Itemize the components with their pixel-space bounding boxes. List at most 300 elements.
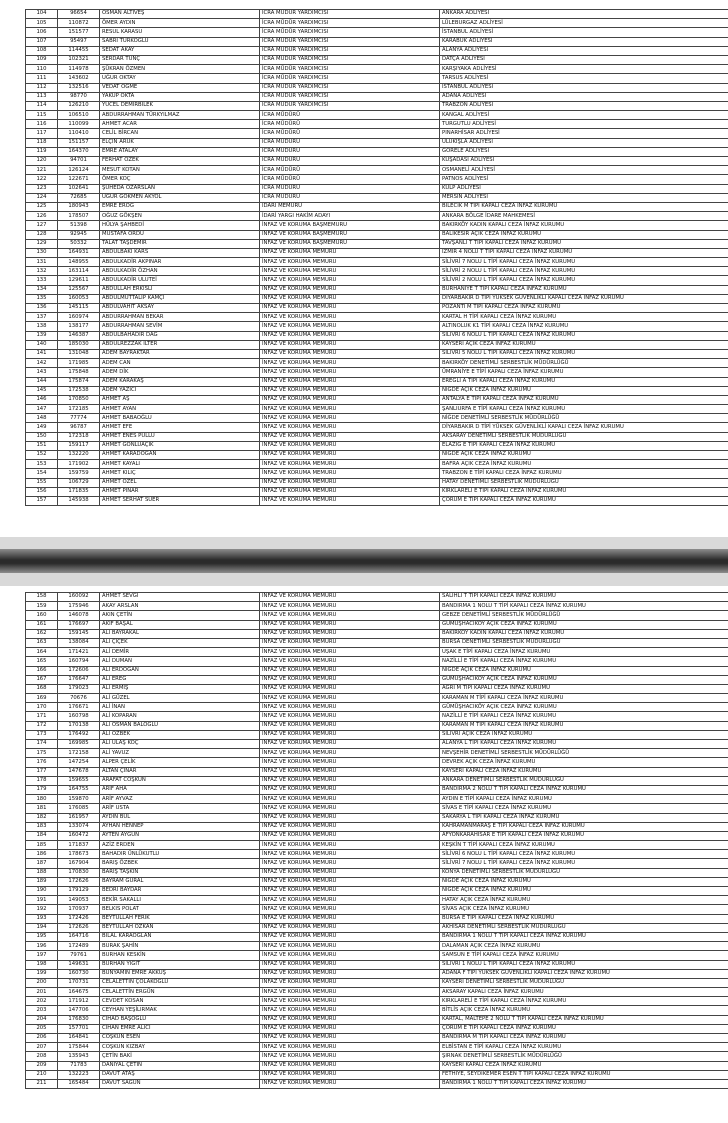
job-title-cell: İCRA MÜDÜRÜ <box>260 193 440 202</box>
full-name-cell: COŞKUN ESEN <box>100 1034 260 1043</box>
table-row <box>26 386 728 395</box>
full-name-cell: AYHAN HENNEP <box>100 822 260 831</box>
full-name-cell: AHMET ACAR <box>100 120 260 129</box>
row-number-cell: 179 <box>26 785 58 794</box>
full-name-cell: OSMAN ALTIVEŞ <box>100 10 260 19</box>
registry-number-cell: 185030 <box>58 340 100 349</box>
assigned-unit-cell: ELBİSTAN E TİPİ KAPALI CEZA İNFAZ KURUMU <box>440 1043 728 1052</box>
table-row <box>26 611 728 620</box>
table-row <box>26 877 728 886</box>
assigned-unit-cell: GÖRELE ADLİYESİ <box>440 147 728 156</box>
job-title-cell: İCRA MÜDÜRÜ <box>260 175 440 184</box>
row-number-cell: 123 <box>26 184 58 193</box>
registry-number-cell: 126210 <box>58 101 100 110</box>
full-name-cell: DANİYAL ÇETİN <box>100 1061 260 1070</box>
table-row <box>26 92 728 101</box>
assigned-unit-cell: AKSARAY KAPALI CEZA İNFAZ KURUMU <box>440 988 728 997</box>
table-row <box>26 212 728 221</box>
full-name-cell: ABDULLAH ERKİSLİ <box>100 285 260 294</box>
registry-number-cell: 175874 <box>58 377 100 386</box>
registry-number-cell: 146078 <box>58 611 100 620</box>
row-number-cell: 121 <box>26 166 58 175</box>
table-row <box>26 896 728 905</box>
job-title-cell: İNFAZ VE KORUMA MEMURU <box>260 593 440 602</box>
job-title-cell: İCRA MÜDÜR YARDIMCISI <box>260 19 440 28</box>
job-title-cell: İNFAZ VE KORUMA MEMURU <box>260 294 440 303</box>
full-name-cell: ALİ ÇİÇEK <box>100 638 260 647</box>
full-name-cell: BEKİR SAKALLI <box>100 896 260 905</box>
assigned-unit-cell: TRABZON ADLİYESİ <box>440 101 728 110</box>
assigned-unit-cell: BANDIRMA M TİPİ KAPALI CEZA İNFAZ KURUMU <box>440 1034 728 1043</box>
assigned-unit-cell: KAHRAMANMARAŞ E TİPİ KAPALI CEZA İNFAZ KURUMU <box>440 822 728 831</box>
table-row <box>26 322 728 331</box>
registry-number-cell: 50332 <box>58 239 100 248</box>
roster-body <box>26 593 728 1089</box>
row-number-cell: 207 <box>26 1043 58 1052</box>
row-number-cell: 194 <box>26 923 58 932</box>
job-title-cell: İNFAZ VE KORUMA MEMURU <box>260 785 440 794</box>
full-name-cell: DAVUT SAĞUN <box>100 1079 260 1088</box>
full-name-cell: AHMET GÖNLÜAÇIK <box>100 441 260 450</box>
row-number-cell: 163 <box>26 638 58 647</box>
job-title-cell: İNFAZ VE KORUMA MEMURU <box>260 841 440 850</box>
job-title-cell: İNFAZ VE KORUMA MEMURU <box>260 423 440 432</box>
assigned-unit-cell: TARSUS ADLİYESİ <box>440 74 728 83</box>
registry-number-cell: 176647 <box>58 675 100 684</box>
table-row <box>26 850 728 859</box>
registry-number-cell: 179129 <box>58 887 100 896</box>
table-row <box>26 258 728 267</box>
table-row <box>26 359 728 368</box>
assigned-unit-cell: DALAMAN AÇIK CEZA İNFAZ KURUMU <box>440 942 728 951</box>
job-title-cell: İNFAZ VE KORUMA MEMURU <box>260 666 440 675</box>
row-number-cell: 112 <box>26 83 58 92</box>
registry-number-cell: 160472 <box>58 831 100 840</box>
page-separator <box>0 537 728 586</box>
registry-number-cell: 110872 <box>58 19 100 28</box>
table-row <box>26 405 728 414</box>
row-number-cell: 168 <box>26 684 58 693</box>
registry-number-cell: 122671 <box>58 175 100 184</box>
full-name-cell: AHMET KILIÇ <box>100 469 260 478</box>
assigned-unit-cell: ADANA ADLİYESİ <box>440 92 728 101</box>
assigned-unit-cell: AKHİSAR DENETİMLİ SERBESTLİK MÜDÜRLÜĞÜ <box>440 923 728 932</box>
full-name-cell: VEDAT ÖĞME <box>100 83 260 92</box>
row-number-cell: 131 <box>26 258 58 267</box>
job-title-cell: İNFAZ VE KORUMA MEMURU <box>260 377 440 386</box>
full-name-cell: AHMET SEVGİ <box>100 593 260 602</box>
full-name-cell: UĞUR OKTAY <box>100 74 260 83</box>
job-title-cell: İNFAZ VE KORUMA BAŞMEMURU <box>260 239 440 248</box>
registry-number-cell: 98770 <box>58 92 100 101</box>
assigned-unit-cell: TURGUTLU ADLİYESİ <box>440 120 728 129</box>
document-page-1 <box>0 0 728 537</box>
assigned-unit-cell: NİĞDE AÇIK CEZA İNFAZ KURUMU <box>440 666 728 675</box>
job-title-cell: İNFAZ VE KORUMA MEMURU <box>260 313 440 322</box>
full-name-cell: AKİF BAŞAL <box>100 620 260 629</box>
row-number-cell: 149 <box>26 423 58 432</box>
job-title-cell: İNFAZ VE KORUMA MEMURU <box>260 923 440 932</box>
registry-number-cell: 151577 <box>58 28 100 37</box>
row-number-cell: 182 <box>26 813 58 822</box>
table-row <box>26 593 728 602</box>
full-name-cell: BİLAL KARAOĞLAN <box>100 932 260 941</box>
table-row <box>26 712 728 721</box>
registry-number-cell: 160798 <box>58 712 100 721</box>
job-title-cell: İNFAZ VE KORUMA MEMURU <box>260 620 440 629</box>
table-row <box>26 276 728 285</box>
job-title-cell: İNFAZ VE KORUMA MEMURU <box>260 1024 440 1033</box>
job-title-cell: İNFAZ VE KORUMA MEMURU <box>260 914 440 923</box>
full-name-cell: ALİ OSMAN BALOĞLU <box>100 721 260 730</box>
row-number-cell: 154 <box>26 469 58 478</box>
table-row <box>26 19 728 28</box>
assigned-unit-cell: BANDIRMA 1 NOLU T TİPİ KAPALI CEZA İNFAZ KURUMU <box>440 602 728 611</box>
assigned-unit-cell: AYDIN E TİPİ KAPALI CEZA İNFAZ KURUMU <box>440 795 728 804</box>
table-row <box>26 978 728 987</box>
job-title-cell: İNFAZ VE KORUMA MEMURU <box>260 1061 440 1070</box>
full-name-cell: BAYRAM GÜRAL <box>100 877 260 886</box>
full-name-cell: ABDULKADİR AKPINAR <box>100 258 260 267</box>
row-number-cell: 195 <box>26 932 58 941</box>
row-number-cell: 190 <box>26 887 58 896</box>
assigned-unit-cell: NİĞDE AÇIK CEZA İNFAZ KURUMU <box>440 887 728 896</box>
full-name-cell: ALİ DUMAN <box>100 657 260 666</box>
assigned-unit-cell: FETHİYE, SEYDİKEMER ESEN T TİPİ KAPALI CEZA İNFAZ KURUMU <box>440 1070 728 1079</box>
full-name-cell: YAKUP OKTA <box>100 92 260 101</box>
full-name-cell: AKIN ÇETİN <box>100 611 260 620</box>
assigned-unit-cell: SİVAS E TİPİ KAPALI CEZA İNFAZ KURUMU <box>440 804 728 813</box>
row-number-cell: 173 <box>26 730 58 739</box>
table-row <box>26 460 728 469</box>
full-name-cell: AZİZ ERDEN <box>100 841 260 850</box>
full-name-cell: ŞÜHEDA ÖZARSLAN <box>100 184 260 193</box>
registry-number-cell: 160092 <box>58 593 100 602</box>
assigned-unit-cell: BALIKESİR AÇIK CEZA İNFAZ KURUMU <box>440 230 728 239</box>
full-name-cell: ALİ EREĞ <box>100 675 260 684</box>
assigned-unit-cell: SİVAS AÇIK CEZA İNFAZ KURUMU <box>440 905 728 914</box>
full-name-cell: ARİF AHA <box>100 785 260 794</box>
table-row <box>26 785 728 794</box>
table-row <box>26 905 728 914</box>
full-name-cell: BARIŞ ÖZBEK <box>100 859 260 868</box>
registry-number-cell: 164755 <box>58 785 100 794</box>
row-number-cell: 145 <box>26 386 58 395</box>
job-title-cell: İNFAZ VE KORUMA MEMURU <box>260 451 440 460</box>
job-title-cell: İNFAZ VE KORUMA MEMURU <box>260 248 440 257</box>
job-title-cell: İNFAZ VE KORUMA MEMURU <box>260 997 440 1006</box>
table-row <box>26 202 728 211</box>
table-row <box>26 46 728 55</box>
assigned-unit-cell: KUŞADASI ADLİYESİ <box>440 157 728 166</box>
registry-number-cell: 179023 <box>58 684 100 693</box>
assigned-unit-cell: ÇORUM E TİPİ KAPALI CEZA İNFAZ KURUMU <box>440 1024 728 1033</box>
assigned-unit-cell: ELAZIĞ E TİPİ KAPALI CEZA İNFAZ KURUMU <box>440 441 728 450</box>
job-title-cell: İNFAZ VE KORUMA MEMURU <box>260 432 440 441</box>
job-title-cell: İNFAZ VE KORUMA MEMURU <box>260 749 440 758</box>
row-number-cell: 146 <box>26 395 58 404</box>
table-row <box>26 74 728 83</box>
table-row <box>26 1043 728 1052</box>
table-row <box>26 368 728 377</box>
assigned-unit-cell: MERSİN ADLİYESİ <box>440 193 728 202</box>
full-name-cell: ALİ ERDOĞAN <box>100 666 260 675</box>
table-row <box>26 166 728 175</box>
row-number-cell: 125 <box>26 202 58 211</box>
job-title-cell: İNFAZ VE KORUMA MEMURU <box>260 414 440 423</box>
row-number-cell: 144 <box>26 377 58 386</box>
registry-number-cell: 161957 <box>58 813 100 822</box>
row-number-cell: 158 <box>26 593 58 602</box>
row-number-cell: 204 <box>26 1015 58 1024</box>
job-title-cell: İCRA MÜDÜR YARDIMCISI <box>260 101 440 110</box>
registry-number-cell: 172185 <box>58 405 100 414</box>
full-name-cell: BURHAN YİĞİT <box>100 960 260 969</box>
full-name-cell: SEDAT AKAY <box>100 46 260 55</box>
registry-number-cell: 159117 <box>58 441 100 450</box>
table-row <box>26 294 728 303</box>
row-number-cell: 167 <box>26 675 58 684</box>
full-name-cell: ARİF USTA <box>100 804 260 813</box>
job-title-cell: İNFAZ VE KORUMA MEMURU <box>260 905 440 914</box>
table-row <box>26 10 728 19</box>
row-number-cell: 206 <box>26 1034 58 1043</box>
registry-number-cell: 176830 <box>58 1015 100 1024</box>
assigned-unit-cell: GÜMÜŞHACIKÖY AÇIK CEZA İNFAZ KURUMU <box>440 675 728 684</box>
row-number-cell: 119 <box>26 147 58 156</box>
job-title-cell: İNFAZ VE KORUMA MEMURU <box>260 1006 440 1015</box>
full-name-cell: BURHAN KESKİN <box>100 951 260 960</box>
job-title-cell: İNFAZ VE KORUMA MEMURU <box>260 712 440 721</box>
assigned-unit-cell: NİĞDE AÇIK CEZA İNFAZ KURUMU <box>440 451 728 460</box>
registry-number-cell: 172538 <box>58 386 100 395</box>
row-number-cell: 211 <box>26 1079 58 1088</box>
registry-number-cell: 145115 <box>58 304 100 313</box>
row-number-cell: 156 <box>26 487 58 496</box>
table-row <box>26 914 728 923</box>
table-row <box>26 496 728 505</box>
registry-number-cell: 175946 <box>58 602 100 611</box>
table-row <box>26 648 728 657</box>
full-name-cell: ALPER ÇELİK <box>100 758 260 767</box>
row-number-cell: 150 <box>26 432 58 441</box>
assigned-unit-cell: SİLİVRİ 5 NOLU L TİPİ KAPALI CEZA İNFAZ KURUMU <box>440 349 728 358</box>
job-title-cell: İNFAZ VE KORUMA MEMURU <box>260 932 440 941</box>
row-number-cell: 192 <box>26 905 58 914</box>
registry-number-cell: 114978 <box>58 65 100 74</box>
row-number-cell: 107 <box>26 37 58 46</box>
job-title-cell: İNFAZ VE KORUMA MEMURU <box>260 602 440 611</box>
registry-number-cell: 135943 <box>58 1052 100 1061</box>
table-row <box>26 1079 728 1088</box>
assigned-unit-cell: NAZİLLİ E TİPİ KAPALI CEZA İNFAZ KURUMU <box>440 712 728 721</box>
full-name-cell: SABRİ TÜRKOĞLU <box>100 37 260 46</box>
registry-number-cell: 157701 <box>58 1024 100 1033</box>
full-name-cell: CİHAD BAŞOĞLU <box>100 1015 260 1024</box>
job-title-cell: İNFAZ VE KORUMA MEMURU <box>260 675 440 684</box>
full-name-cell: BEYTULLAH ÖZKAN <box>100 923 260 932</box>
registry-number-cell: 148955 <box>58 258 100 267</box>
table-row <box>26 675 728 684</box>
table-row <box>26 432 728 441</box>
full-name-cell: AHMET ÖZEL <box>100 478 260 487</box>
job-title-cell: İNFAZ VE KORUMA MEMURU <box>260 804 440 813</box>
assigned-unit-cell: POZANTI M TİPİ KAPALI CEZA İNFAZ KURUMU <box>440 304 728 313</box>
assigned-unit-cell: KARAMAN M TİPİ KAPALI CEZA İNFAZ KURUMU <box>440 694 728 703</box>
row-number-cell: 161 <box>26 620 58 629</box>
assigned-unit-cell: ÇORUM E TİPİ KAPALI CEZA İNFAZ KURUMU <box>440 496 728 505</box>
row-number-cell: 115 <box>26 111 58 120</box>
assigned-unit-cell: UŞAK E TİPİ KAPALI CEZA İNFAZ KURUMU <box>440 648 728 657</box>
assigned-unit-cell: KONYA DENETİMLİ SERBESTLİK MÜDÜRLÜĞÜ <box>440 868 728 877</box>
assigned-unit-cell: BANDIRMA 1 NOLU T TİPİ KAPALI CEZA İNFAZ KURUMU <box>440 932 728 941</box>
registry-number-cell: 172426 <box>58 914 100 923</box>
registry-number-cell: 133074 <box>58 822 100 831</box>
job-title-cell: İNFAZ VE KORUMA MEMURU <box>260 267 440 276</box>
table-row <box>26 887 728 896</box>
table-row <box>26 767 728 776</box>
job-title-cell: İNFAZ VE KORUMA MEMURU <box>260 942 440 951</box>
full-name-cell: BARIŞ TAŞKIN <box>100 868 260 877</box>
row-number-cell: 106 <box>26 28 58 37</box>
job-title-cell: İNFAZ VE KORUMA MEMURU <box>260 877 440 886</box>
assigned-unit-cell: NİĞDE AÇIK CEZA İNFAZ KURUMU <box>440 386 728 395</box>
assigned-unit-cell: KARTAL, MALTEPE 2 NOLU T TİPİ KAPALI CEZA İNFAZ KURUMU <box>440 1015 728 1024</box>
full-name-cell: ÇETİN BAKİ <box>100 1052 260 1061</box>
table-row <box>26 831 728 840</box>
row-number-cell: 135 <box>26 294 58 303</box>
registry-number-cell: 172489 <box>58 942 100 951</box>
job-title-cell: İDARİ YARGI HAKİM ADAYI <box>260 212 440 221</box>
row-number-cell: 175 <box>26 749 58 758</box>
job-title-cell: İNFAZ VE KORUMA MEMURU <box>260 304 440 313</box>
full-name-cell: ABDULKADİR ULUTEİ <box>100 276 260 285</box>
job-title-cell: İNFAZ VE KORUMA MEMURU <box>260 349 440 358</box>
assigned-unit-cell: PATNOS ADLİYESİ <box>440 175 728 184</box>
job-title-cell: İNFAZ VE KORUMA MEMURU <box>260 638 440 647</box>
row-number-cell: 126 <box>26 212 58 221</box>
full-name-cell: ABDULKADİR ÖZHAN <box>100 267 260 276</box>
full-name-cell: ALİ ERMİŞ <box>100 684 260 693</box>
job-title-cell: İNFAZ VE KORUMA MEMURU <box>260 405 440 414</box>
full-name-cell: ALİ YAVUZ <box>100 749 260 758</box>
registry-number-cell: 171985 <box>58 359 100 368</box>
row-number-cell: 203 <box>26 1006 58 1015</box>
row-number-cell: 143 <box>26 368 58 377</box>
table-row <box>26 267 728 276</box>
assigned-unit-cell: ADANA F TİPİ YÜKSEK GÜVENLİKLİ KAPALI CEZA İNFAZ KURUMU <box>440 969 728 978</box>
registry-number-cell: 159759 <box>58 469 100 478</box>
registry-number-cell: 146387 <box>58 331 100 340</box>
roster-table-page-2 <box>25 592 728 1089</box>
row-number-cell: 200 <box>26 978 58 987</box>
full-name-cell: ABDULMUTTALİP KAMÇI <box>100 294 260 303</box>
job-title-cell: İNFAZ VE KORUMA MEMURU <box>260 721 440 730</box>
row-number-cell: 198 <box>26 960 58 969</box>
row-number-cell: 181 <box>26 804 58 813</box>
registry-number-cell: 163114 <box>58 267 100 276</box>
full-name-cell: HÜLYA ŞAHBEDİ <box>100 221 260 230</box>
full-name-cell: YÜCEL DEMİRBİLEK <box>100 101 260 110</box>
job-title-cell: İNFAZ VE KORUMA MEMURU <box>260 1015 440 1024</box>
registry-number-cell: 175844 <box>58 1043 100 1052</box>
row-number-cell: 196 <box>26 942 58 951</box>
table-row <box>26 629 728 638</box>
job-title-cell: İNFAZ VE KORUMA MEMURU <box>260 887 440 896</box>
row-number-cell: 191 <box>26 896 58 905</box>
assigned-unit-cell: ULUKIŞLA ADLİYESİ <box>440 138 728 147</box>
job-title-cell: İNFAZ VE KORUMA MEMURU <box>260 1079 440 1088</box>
job-title-cell: İNFAZ VE KORUMA MEMURU <box>260 322 440 331</box>
table-row <box>26 657 728 666</box>
full-name-cell: ABDÜLREZZAK İLTER <box>100 340 260 349</box>
registry-number-cell: 79761 <box>58 951 100 960</box>
assigned-unit-cell: KANGAL ADLİYESİ <box>440 111 728 120</box>
job-title-cell: İNFAZ VE KORUMA MEMURU <box>260 258 440 267</box>
full-name-cell: CİHAN EMRE ALICI <box>100 1024 260 1033</box>
job-title-cell: İNFAZ VE KORUMA MEMURU <box>260 859 440 868</box>
table-row <box>26 313 728 322</box>
row-number-cell: 193 <box>26 914 58 923</box>
registry-number-cell: 72685 <box>58 193 100 202</box>
table-row <box>26 349 728 358</box>
row-number-cell: 114 <box>26 101 58 110</box>
table-row <box>26 602 728 611</box>
assigned-unit-cell: ÜMRANİYE E TİPİ KAPALI CEZA İNFAZ KURUMU <box>440 368 728 377</box>
job-title-cell: İNFAZ VE KORUMA MEMURU <box>260 1052 440 1061</box>
assigned-unit-cell: KEŞKİN T TİPİ KAPALI CEZA İNFAZ KURUMU <box>440 841 728 850</box>
row-number-cell: 159 <box>26 602 58 611</box>
full-name-cell: TALAT TAŞDEMİR <box>100 239 260 248</box>
job-title-cell: İNFAZ VE KORUMA MEMURU <box>260 1034 440 1043</box>
row-number-cell: 208 <box>26 1052 58 1061</box>
job-title-cell: İCRA MÜDÜR YARDIMCISI <box>260 65 440 74</box>
table-row <box>26 340 728 349</box>
row-number-cell: 172 <box>26 721 58 730</box>
registry-number-cell: 171912 <box>58 997 100 1006</box>
assigned-unit-cell: NEVŞEHİR DENETİMLİ SERBESTLİK MÜDÜRLÜĞÜ <box>440 749 728 758</box>
row-number-cell: 201 <box>26 988 58 997</box>
table-row <box>26 932 728 941</box>
assigned-unit-cell: DİYARBAKIR D TİPİ YÜKSEK GÜVENLİKLİ KAPALI CEZA İNFAZ KURUMU <box>440 294 728 303</box>
table-row <box>26 703 728 712</box>
table-row <box>26 120 728 129</box>
full-name-cell: MESUT KOTAN <box>100 166 260 175</box>
table-row <box>26 221 728 230</box>
table-row <box>26 83 728 92</box>
assigned-unit-cell: SİLİVRİ 7 NOLU L TİPİ KAPALI CEZA İNFAZ KURUMU <box>440 859 728 868</box>
registry-number-cell: 164931 <box>58 248 100 257</box>
table-row <box>26 758 728 767</box>
table-row <box>26 684 728 693</box>
row-number-cell: 210 <box>26 1070 58 1079</box>
assigned-unit-cell: BAKIRKÖY KADIN KAPALI CEZA İNFAZ KURUMU <box>440 629 728 638</box>
job-title-cell: İNFAZ VE KORUMA MEMURU <box>260 831 440 840</box>
assigned-unit-cell: NİĞDE DENETİMLİ SERBESTLİK MÜDÜRLÜĞÜ <box>440 414 728 423</box>
assigned-unit-cell: BAKIRKÖY DENETİMLİ SERBESTLİK MÜDÜRLÜĞÜ <box>440 359 728 368</box>
table-row <box>26 988 728 997</box>
table-row <box>26 942 728 951</box>
row-number-cell: 152 <box>26 451 58 460</box>
registry-number-cell: 164841 <box>58 1034 100 1043</box>
assigned-unit-cell: SİLİVRİ 6 NOLU L TİPİ KAPALI CEZA İNFAZ KURUMU <box>440 850 728 859</box>
row-number-cell: 128 <box>26 230 58 239</box>
assigned-unit-cell: ALANYA L TİPİ KAPALI CEZA İNFAZ KURUMU <box>440 740 728 749</box>
assigned-unit-cell: İZMİR 4 NOLU T TİPİ KAPALI CEZA İNFAZ KURUMU <box>440 248 728 257</box>
assigned-unit-cell: TRABZON E TİPİ KAPALI CEZA İNFAZ KURUMU <box>440 469 728 478</box>
table-row <box>26 184 728 193</box>
assigned-unit-cell: BURHANİYE T TİPİ KAPALI CEZA İNFAZ KURUMU <box>440 285 728 294</box>
